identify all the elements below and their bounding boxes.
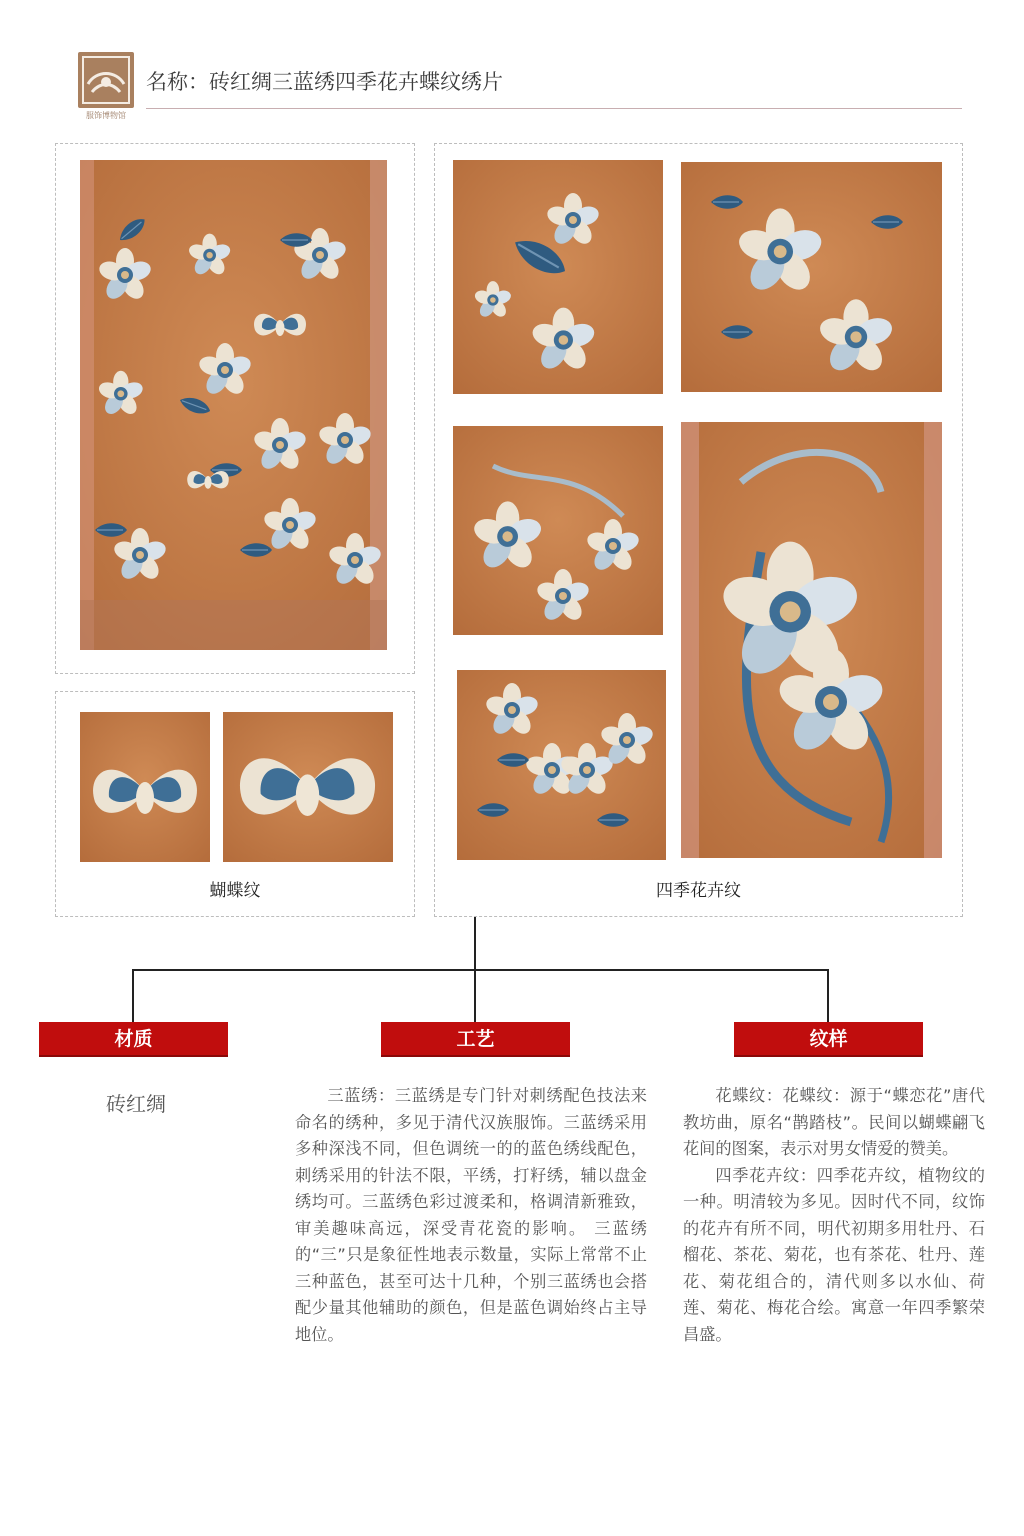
flower-detail-1 xyxy=(453,160,663,394)
logo-caption: 服饰博物馆 xyxy=(86,111,126,120)
butterfly-caption: 蝴蝶纹 xyxy=(209,881,261,901)
connector-horizontal xyxy=(132,969,829,971)
title-divider xyxy=(146,108,962,109)
page-title: 名称：砖红绸三蓝绣四季花卉蝶纹绣片 xyxy=(146,70,503,94)
category-material: 材质 xyxy=(39,1022,228,1057)
butterfly-image-2 xyxy=(223,712,393,862)
flower-detail-4 xyxy=(681,422,942,858)
butterfly-image-1 xyxy=(80,712,210,862)
craft-paragraph: 三蓝绣：三蓝绣是专门针对刺绣配色技法来命名的绣种，多见于清代汉族服饰。三蓝绣采用多种深浅不同，但色调统一的的蓝色绣线配色，刺绣采用的针法不限，平绣，打籽绣，辅以盘金绣均可。三蓝绣色彩过渡柔和，格调清新雅致，审美趣味高远，深受青花瓷的影响。 三蓝绣的“三”只是象征性地表示数量，实际上常常不止三种蓝色，甚至可达十几种，个别三蓝绣也会搭配少量其他辅助的颜色，但是蓝色调始终占主导地位。 xyxy=(295,1086,647,1344)
pattern-paragraph-butterfly: 花蝶纹：花蝶纹：源于“蝶恋花”唐代教坊曲，原名“鹊踏枝”。民间以蝴蝶翩飞花间的图案，表示对男女情爱的赞美。 xyxy=(683,1086,985,1158)
pattern-description xyxy=(683,1083,985,1348)
museum-logo-icon xyxy=(78,52,134,108)
connector-left xyxy=(132,969,134,1022)
category-craft: 工艺 xyxy=(381,1022,570,1057)
flower-detail-5 xyxy=(457,670,666,860)
material-value: 砖红绸 xyxy=(106,1092,166,1116)
connector-right xyxy=(827,969,829,1022)
pattern-paragraph-flowers: 四季花卉纹：四季花卉纹，植物纹的一种。明清较为多见。因时代不同，纹饰的花卉有所不同，明代初期多用牡丹、石榴花、茶花、菊花，也有茶花、牡丹、莲花、菊花组合的，清代则多以水仙、荷莲、菊花、梅花合绘。寓意一年四季繁荣昌盛。 xyxy=(683,1165,985,1344)
category-pattern: 纹样 xyxy=(734,1022,923,1057)
flower-detail-2 xyxy=(681,162,942,392)
craft-description xyxy=(295,1083,647,1348)
flower-detail-3 xyxy=(453,426,663,635)
main-specimen-image xyxy=(80,160,387,650)
flower-caption: 四季花卉纹 xyxy=(656,881,741,901)
